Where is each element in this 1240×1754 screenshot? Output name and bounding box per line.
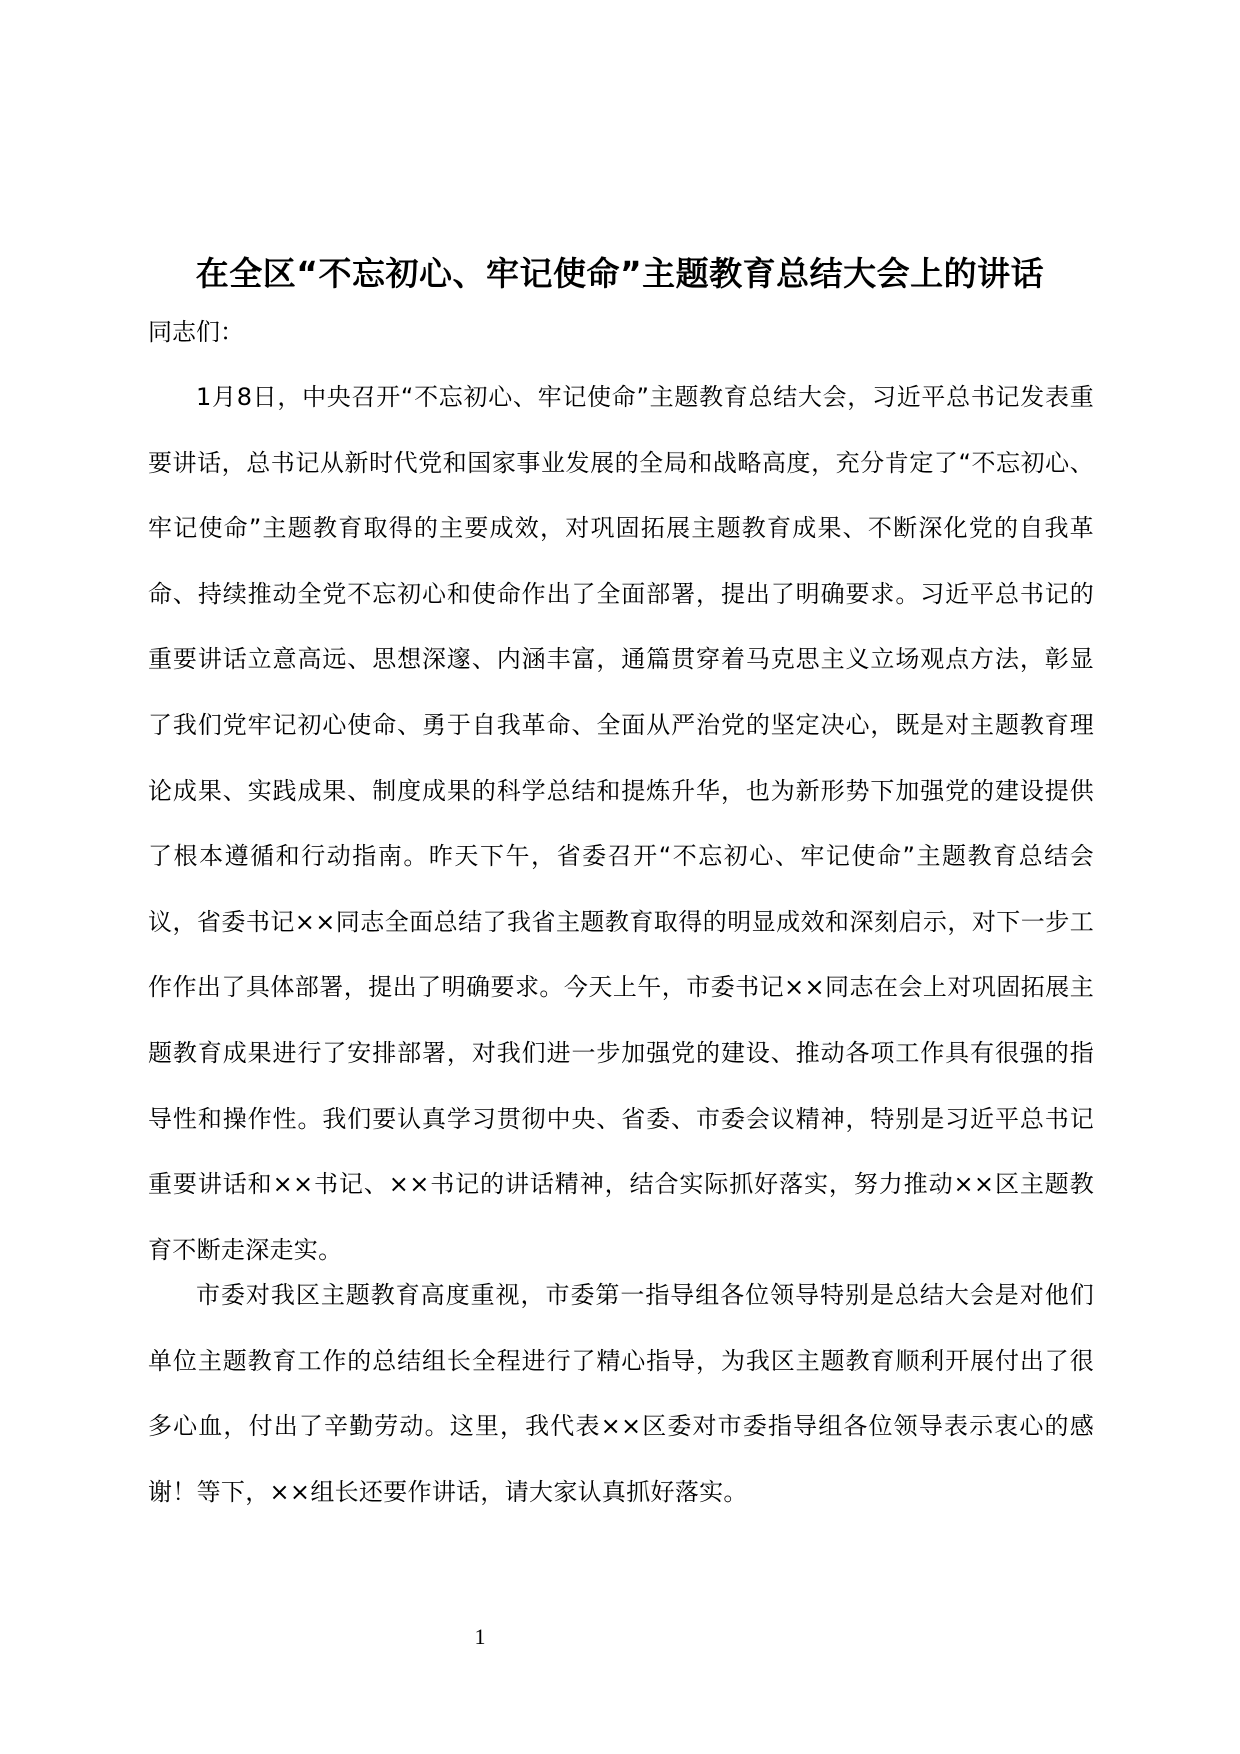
paragraph-2: 市委对我区主题教育高度重视，市委第一指导组各位领导特别是总结大会是对他们单位主题教育工作的总结组长全程进行了精心指导，为我区主题教育顺利开展付出了很多心血，付出了辛勤劳动。这里，我代表××区委对市委指导组各位领导表示衷心的感谢！等下，××组长还要作讲话，请大家认真抓好落实。 bbox=[148, 1281, 1094, 1506]
document-title: 在全区“不忘初心、牢记使命”主题教育总结大会上的讲话 bbox=[195, 254, 1045, 293]
paragraph-1: 1月8日，中央召开“不忘初心、牢记使命”主题教育总结大会，习近平总书记发表重要讲话，总书记从新时代党和国家事业发展的全局和战略高度，充分肯定了“不忘初心、牢记使命”主题教育取得的主要成效，对巩固拓展主题教育成果、不断深化党的自我革命、持续推动全党不忘初心和使命作出了全面部署，提出了明确要求。习近平总书记的重要讲话立意高远、思想深邃、内涵丰富，通篇贯穿着马克思主义立场观点方法，彰显了我们党牢记初心使命、勇于自我革命、全面从严治党的坚定决心，既是对主题教育理论成果、实践成果、制度成果的科学总结和提炼升华，也为新形势下加强党的建设提供了根本遵循和行动指南。昨天下午，省委召开“不忘初心、牢记使命”主题教育总结会议，省委书记××同志全面总结了我省主题教育取得的明显成效和深刻启示，对下一步工作作出了具体部署，提出了明确要求。今天上午，市委书记××同志在会上对巩固拓展主题教育成果进行了安排部署，对我们进一步加强党的建设、推动各项工作具有很强的指导性和操作性。我们要认真学习贯彻中央、省委、市委会议精神，特别是习近平总书记重要讲话和××书记、××书记的讲话精神，结合实际抓好落实，努力推动××区主题教育不断走深走实。 bbox=[148, 383, 1094, 1264]
greeting: 同志们： bbox=[148, 318, 244, 346]
page-number: 1 bbox=[474, 1624, 486, 1649]
